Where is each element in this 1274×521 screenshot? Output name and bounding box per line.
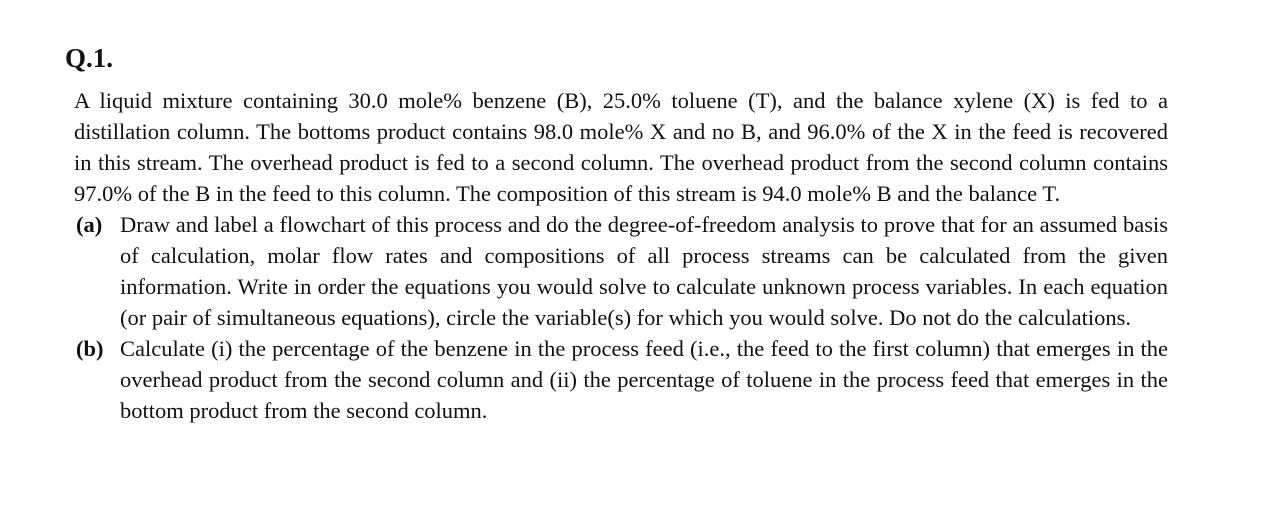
part-b bbox=[74, 333, 1168, 426]
question-title: Q.1. bbox=[65, 43, 114, 73]
problem-statement: A liquid mixture containing 30.0 mole% benzene (B), 25.0% toluene (T), and the balance xylene (X) is fed to a distillation column. The bottoms product contains 98.0 mole% X and no B, and 96.0% of the X in the feed is recovered in this stream. The overhead product is fed to a second column. The overhead product from the second column contains 97.0% of the B in the feed to this column. The composition of this stream is 94.0 mole% B and the balance T. bbox=[74, 88, 1168, 206]
part-a-label: (a) bbox=[76, 212, 103, 237]
question-body bbox=[74, 85, 1168, 426]
part-a bbox=[74, 209, 1168, 333]
part-b-text: Calculate (i) the percentage of the benzene in the process feed (i.e., the feed to the first column) that emerges in the overhead product from the second column and (ii) the percentage of toluene in the process feed that emerges in the bottom product from the second column. bbox=[120, 336, 1168, 423]
part-b-label: (b) bbox=[76, 336, 104, 361]
part-a-text: Draw and label a flowchart of this process and do the degree-of-freedom analysis to prove that for an assumed basis of calculation, molar flow rates and compositions of all process streams can be calculated from the given information. Write in order the equations you would solve to calculate unknown process variables. In each equation (or pair of simultaneous equations), circle the variable(s) for which you would solve. Do not do the calculations. bbox=[120, 212, 1168, 330]
